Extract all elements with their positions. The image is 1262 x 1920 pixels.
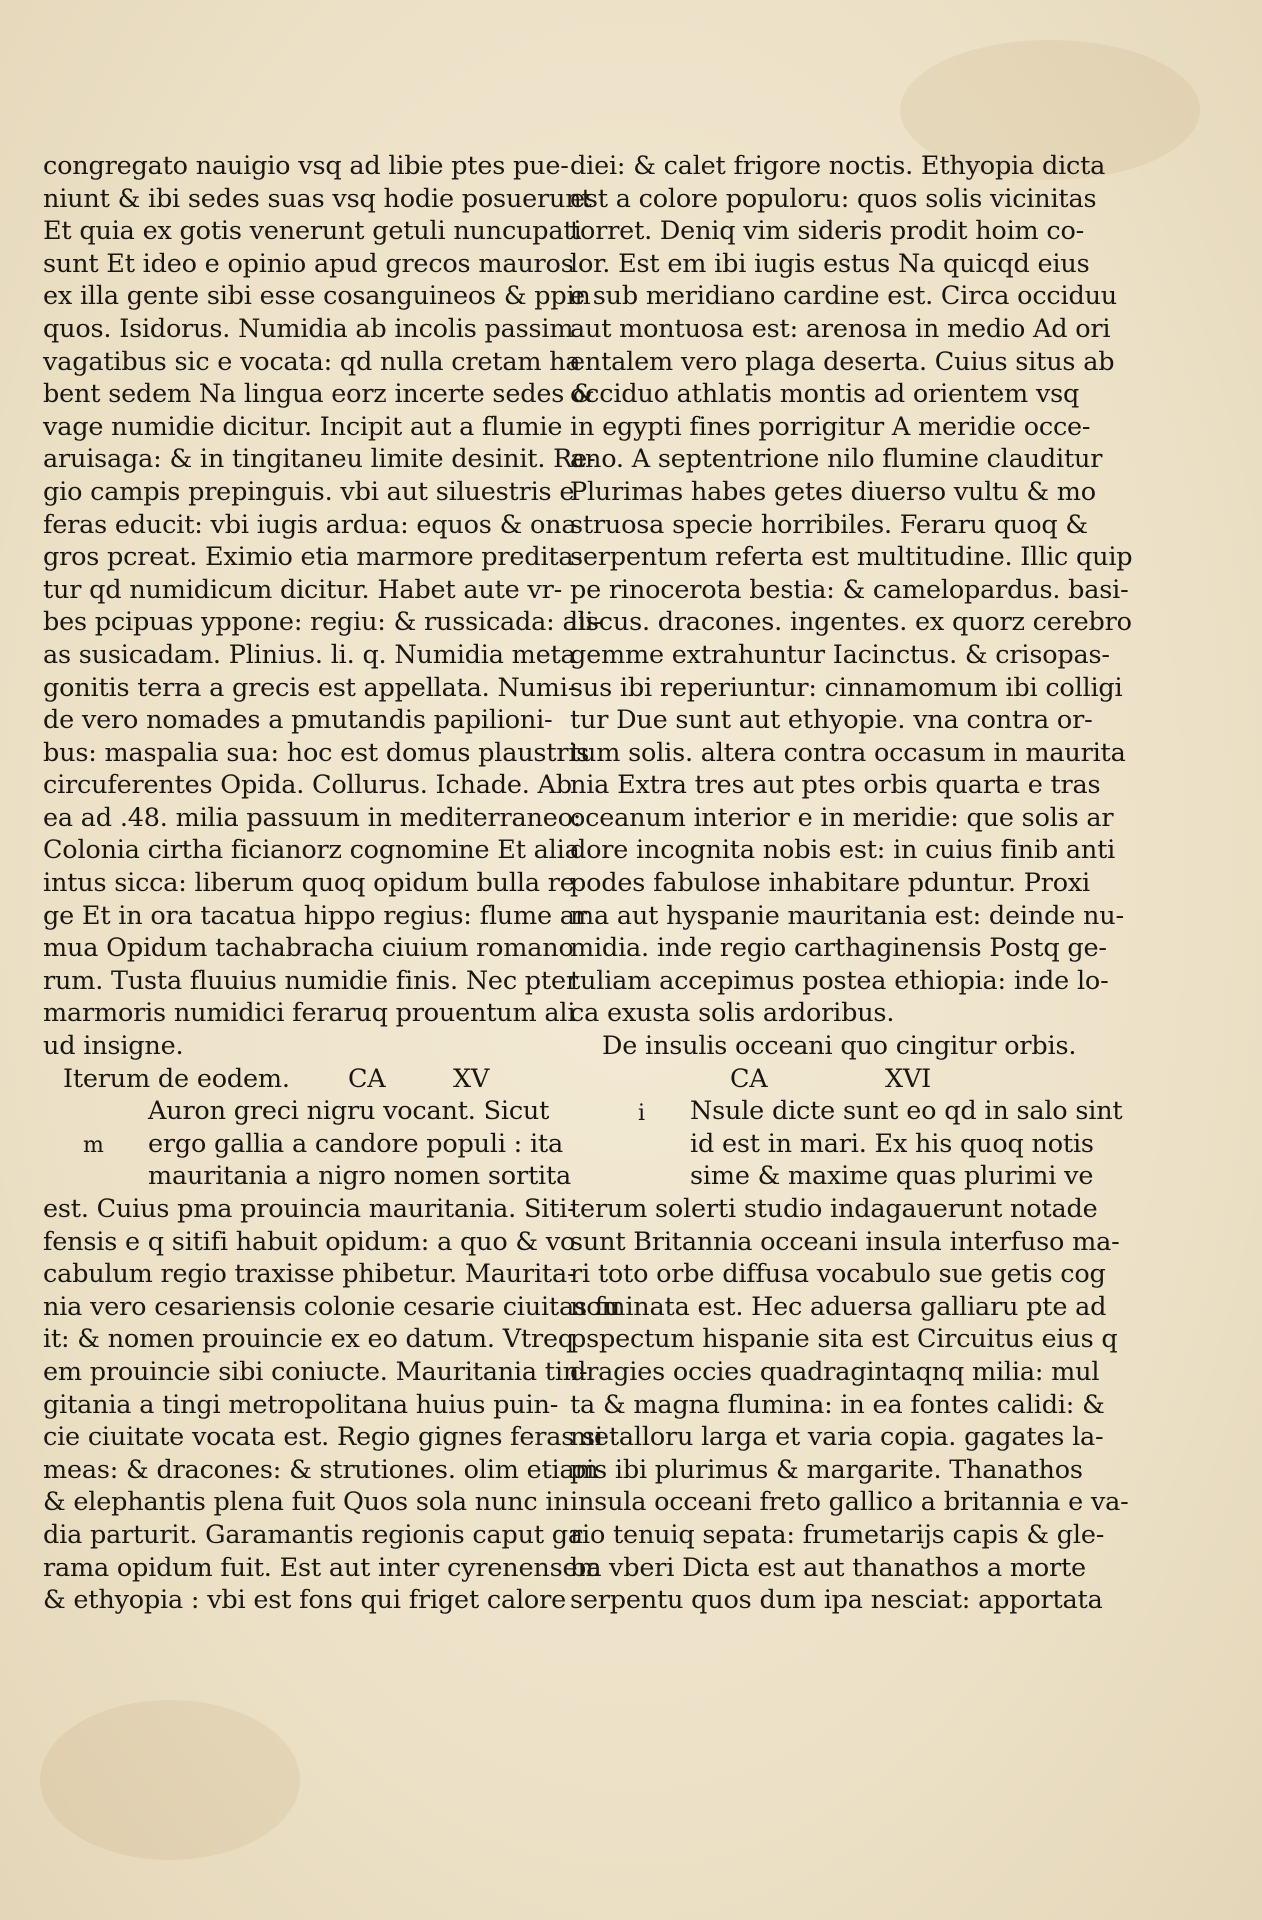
- text-line: & elephantis plena fuit Quos sola nunc in: [43, 1487, 570, 1518]
- text-line: liscus. dracones. ingentes. ex quorz cerebro: [570, 607, 1132, 638]
- text-line: rum. Tusta fluuius numidie finis. Nec pter: [43, 965, 578, 996]
- text-line: ma aut hyspanie mauritania est: deinde nu-: [570, 900, 1124, 931]
- text-line: it: & nomen prouincie ex eo datum. Vtreq: [43, 1324, 574, 1355]
- text-line: ea ad .48. milia passuum in mediterraneo:: [43, 802, 582, 833]
- text-line: nia Extra tres aut ptes orbis quarta e tras: [570, 770, 1101, 801]
- right-chapter-heading: [570, 1063, 1060, 1096]
- text-line: torret. Deniq vim sideris prodit hoim co-: [570, 216, 1085, 247]
- text-line: insula occeani freto gallico a britannia e va-: [570, 1487, 1129, 1518]
- text-line: ge Et in ora tacatua hippo regius: flume ar: [43, 900, 587, 931]
- right-paragraph: [570, 150, 1133, 1030]
- text-line: Plurimas habes getes diuerso vultu & mo: [570, 476, 1096, 507]
- text-line: nia vero cesariensis colonie cesarie ciuitas fu: [43, 1291, 621, 1322]
- text-line: dragies occies quadragintaqnq milia: mul: [570, 1356, 1100, 1387]
- text-line: nominata est. Hec aduersa galliaru pte ad: [570, 1291, 1107, 1322]
- text-line: gemme extrahuntur Iacinctus. & crisopas-: [570, 639, 1110, 670]
- text-line: Nsule dicte sunt eo qd in salo sint: [690, 1096, 1123, 1127]
- text-line: Et quia ex gotis venerunt getuli nuncupati: [43, 216, 582, 247]
- text-line: serpentu quos dum ipa nesciat: apportata: [570, 1585, 1103, 1616]
- text-line: terum solerti studio indagauerunt notade: [570, 1194, 1098, 1224]
- text-line: occiduo athlatis montis ad orientem vsq: [570, 379, 1080, 410]
- text-line: dore incognita nobis est: in cuius finib anti: [570, 835, 1116, 866]
- text-line: in egypti fines porrigitur A meridie occe-: [570, 411, 1091, 442]
- text-line: tum solis. altera contra occasum in maurita: [570, 737, 1126, 768]
- text-line: bus: maspalia sua: hoc est domus plaustris: [43, 737, 590, 768]
- text-line: de vero nomades a pmutandis papilioni-: [43, 705, 553, 736]
- text-line: sime & maxime quas plurimi ve: [690, 1161, 1094, 1192]
- text-line: gio campis prepinguis. vbi aut siluestris e: [43, 476, 575, 507]
- indented-lines: [43, 1095, 572, 1193]
- left-initial-block: [43, 1095, 572, 1193]
- text-line: mauritania a nigro nomen sortita: [148, 1161, 572, 1192]
- text-line: sunt Britannia occeani insula interfuso ma-: [570, 1226, 1120, 1257]
- text-line: gitania a tingi metropolitana huius puin-: [43, 1389, 559, 1420]
- text-line: tuliam accepimus postea ethiopia: inde lo-: [570, 965, 1109, 996]
- text-line: id est in mari. Ex his quoq notis: [690, 1128, 1094, 1159]
- text-line: congregato nauigio vsq ad libie ptes pue-: [43, 151, 569, 181]
- chapter-number: XV: [453, 1063, 490, 1094]
- text-line: rama opidum fuit. Est aut inter cyrenensem: [43, 1552, 602, 1583]
- text-line: ri toto orbe diffusa vocabulo sue getis cog: [570, 1259, 1106, 1290]
- text-line: entalem vero plaga deserta. Cuius situs ab: [570, 346, 1115, 377]
- text-line: aut montuosa est: arenosa in medio Ad ori: [570, 313, 1111, 344]
- text-line: ba vberi Dicta est aut thanathos a morte: [570, 1552, 1086, 1583]
- text-line: ex illa gente sibi esse cosanguineos & ppin: [43, 281, 591, 312]
- text-line: podes fabulose inhabitare pduntur. Proxi: [570, 868, 1090, 899]
- text-line: ta & magna flumina: in ea fontes calidi: &: [570, 1389, 1105, 1420]
- text-line: rio tenuiq sepata: frumetarijs capis & gle-: [570, 1519, 1105, 1550]
- text-line: ud insigne.: [43, 1031, 184, 1062]
- text-line: struosa specie horribiles. Feraru quoq &: [570, 509, 1088, 540]
- chapter-label: CA: [348, 1063, 386, 1094]
- text-line: vagatibus sic e vocata: qd nulla cretam ha: [43, 346, 581, 377]
- text-line: oceanum interior e in meridie: que solis ar: [570, 802, 1114, 833]
- text-line: pspectum hispanie sita est Circuitus eius q: [570, 1324, 1118, 1355]
- left-column: [43, 150, 621, 1617]
- text-line: quos. Isidorus. Numidia ab incolis passim: [43, 313, 574, 344]
- text-line: Colonia cirtha ficianorz cognomine Et alia: [43, 835, 580, 866]
- chapter-title: De insulis occeani quo cingitur orbis.: [602, 1031, 1077, 1062]
- text-line: fensis e q sitifi habuit opidum: a quo & vo: [43, 1226, 576, 1257]
- text-line: meas: & dracones: & strutiones. olim etiam: [43, 1454, 599, 1485]
- text-line: est a colore populoru: quos solis vicinitas: [570, 183, 1097, 214]
- chapter-title: Iterum de eodem.: [63, 1063, 290, 1094]
- text-line: Auron greci nigru vocant. Sicut: [148, 1096, 550, 1127]
- text-line: & ethyopia : vbi est fons qui friget calore: [43, 1585, 566, 1616]
- chapter-label: CA: [730, 1063, 768, 1094]
- text-line: niunt & ibi sedes suas vsq hodie posuerunt: [43, 183, 592, 214]
- text-line: vage numidie dicitur. Incipit aut a flumie: [43, 411, 563, 442]
- text-line: midia. inde regio carthaginensis Postq ge-: [570, 933, 1107, 964]
- text-line: circuferentes Opida. Collurus. Ichade. Ab: [43, 770, 572, 801]
- text-line: sunt Et ideo e opinio apud grecos mauros: [43, 248, 574, 279]
- text-line: est. Cuius pma prouincia mauritania. Siti-: [43, 1194, 576, 1224]
- text-line: ca exusta solis ardoribus.: [570, 998, 895, 1029]
- text-line: ergo gallia a candore populi : ita: [148, 1128, 563, 1159]
- left-paragraph: [43, 150, 602, 1063]
- chapter-number: XVI: [885, 1063, 932, 1094]
- paper-stain: [40, 1700, 300, 1860]
- text-line: diei: & calet frigore noctis. Ethyopia dicta: [570, 151, 1106, 181]
- text-line: gros pcreat. Eximio etia marmore predita-: [43, 542, 582, 573]
- text-line: marmoris numidici feraruq prouentum ali: [43, 998, 576, 1029]
- right-column: [570, 150, 1133, 1617]
- text-line: bes pcipuas yppone: regiu: & russicada: ali-: [43, 607, 602, 638]
- text-line: tur qd numidicum dicitur. Habet aute vr-: [43, 574, 563, 605]
- initial-letter: i: [638, 1101, 645, 1127]
- text-line: gonitis terra a grecis est appellata. Numi-: [43, 672, 577, 703]
- text-line: cabulum regio traxisse phibetur. Maurita-: [43, 1259, 576, 1290]
- left-chapter-heading: [43, 1063, 523, 1096]
- text-line: metalloru larga et varia copia. gagates la-: [570, 1422, 1104, 1453]
- text-line: intus sicca: liberum quoq opidum bulla re: [43, 868, 575, 899]
- right-paragraph-2: [570, 1193, 1129, 1617]
- text-line: lor. Est em ibi iugis estus Na quicqd eius: [570, 248, 1090, 279]
- text-line: mua Opidum tachabracha ciuium romano: [43, 933, 574, 964]
- text-line: e sub meridiano cardine est. Circa occiduu: [570, 281, 1118, 312]
- right-initial-block: [570, 1095, 1123, 1193]
- left-paragraph-2: [43, 1193, 621, 1617]
- text-line: feras educit: vbi iugis ardua: equos & ona: [43, 509, 577, 540]
- text-line: ano. A septentrione nilo flumine clauditur: [570, 444, 1103, 475]
- text-line: tur Due sunt aut ethyopie. vna contra or-: [570, 705, 1093, 736]
- text-line: as susicadam. Plinius. li. q. Numidia meta: [43, 639, 576, 670]
- text-line: dia parturit. Garamantis regionis caput ga: [43, 1519, 583, 1550]
- text-line: serpentum referta est multitudine. Illic quip: [570, 542, 1133, 573]
- text-line: bent sedem Na lingua eorz incerte sedes &: [43, 379, 595, 410]
- text-line: pis ibi plurimus & margarite. Thanathos: [570, 1454, 1083, 1485]
- text-line: sus ibi reperiuntur: cinnamomum ibi colligi: [570, 672, 1123, 703]
- text-line: pe rinocerota bestia: & camelopardus. basi-: [570, 574, 1129, 605]
- text-line: aruisaga: & in tingitaneu limite desinit. Re-: [43, 444, 596, 475]
- text-line: cie ciuitate vocata est. Regio gignes feras si: [43, 1422, 603, 1453]
- text-line: em prouincie sibi coniucte. Mauritania tin-: [43, 1356, 588, 1387]
- initial-letter: m: [83, 1133, 104, 1159]
